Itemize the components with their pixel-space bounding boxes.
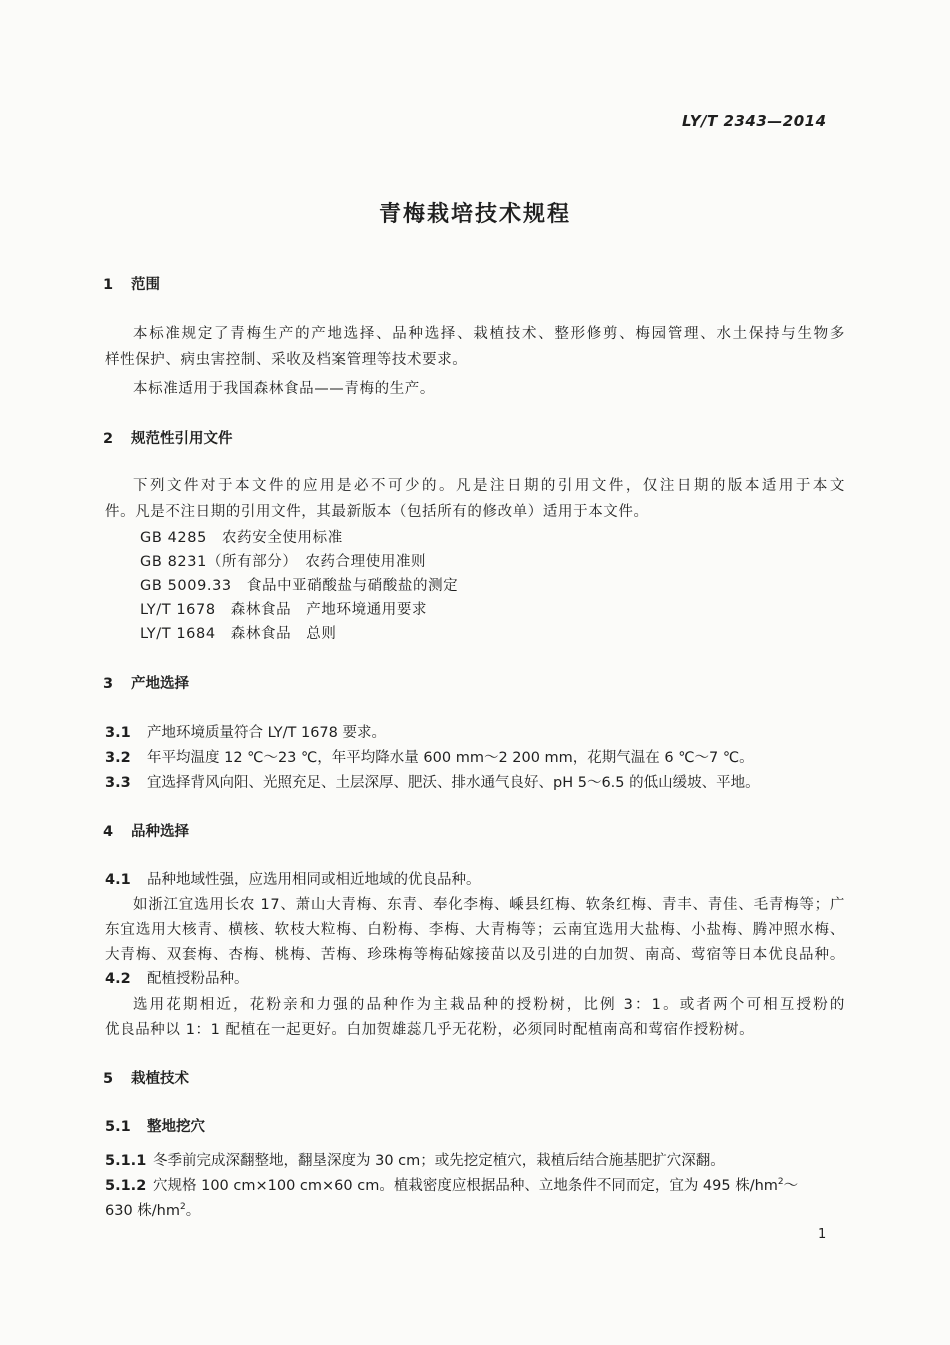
- section-3-heading: 3 产地选择: [103, 676, 189, 692]
- standard-code: LY/T 2343—2014: [682, 112, 827, 130]
- clause-5-1-2-continued: 630 株$/hm^2$。: [105, 1202, 201, 1219]
- clause-4-1: 4.1 品种地域性强，应选用相同或相近地域的优良品种。: [105, 872, 481, 888]
- clause-5-1-2: 5.1.2 穴规格 100 cm×100 cm×60 cm。植栽密度应根据品种、立地条件不同而定，宜为 495 株$/hm^2\sim$: [105, 1177, 799, 1194]
- section-2-para-line-2: 件。凡是不注日期的引用文件，其最新版本（包括所有的修改单）适用于本文件。: [105, 504, 649, 520]
- clause-4-2: 4.2 配植授粉品种。: [105, 971, 249, 987]
- clause-4-1-para-line-2: 东宜选用大核青、横核、软枝大粒梅、白粉梅、李梅、大青梅等；云南宜选用大盐梅、小盐梅、腾冲照水梅、: [105, 922, 845, 938]
- section-1-para-1-line-1: 本标准规定了青梅生产的产地选择、品种选择、栽植技术、整形修剪、梅园管理、水土保持与生物多: [133, 326, 845, 342]
- reference-item: LY/T 1684 森林食品 总则: [140, 626, 337, 642]
- section-2-para-line-1: 下列文件对于本文件的应用是必不可少的。凡是注日期的引用文件，仅注日期的版本适用于本文: [133, 478, 845, 494]
- clause-5-1-1: 5.1.1 冬季前完成深翻整地，翻垦深度为 30 cm；或先挖定植穴，栽植后结合施基肥扩穴深翻。: [105, 1153, 725, 1169]
- reference-item: GB 4285 农药安全使用标准: [140, 530, 343, 546]
- reference-item: GB 5009.33 食品中亚硝酸盐与硝酸盐的测定: [140, 578, 459, 594]
- clause-4-1-para-line-3: 大青梅、双套梅、杏梅、桃梅、苦梅、珍珠梅等梅砧嫁接苗以及引进的白加贺、南高、莺宿等日本优良品种。: [105, 947, 845, 963]
- section-4-heading: 4 品种选择: [103, 824, 189, 840]
- reference-item: GB 8231（所有部分） 农药合理使用准则: [140, 554, 427, 570]
- section-5-heading: 5 栽植技术: [103, 1071, 189, 1087]
- reference-item: LY/T 1678 森林食品 产地环境通用要求: [140, 602, 428, 618]
- page-number: 1: [818, 1227, 827, 1242]
- clause-3-2: 3.2 年平均温度 12 ℃～23 ℃，年平均降水量 600 mm～2 200 mm，花期气温在 6 ℃～7 ℃。: [105, 750, 754, 766]
- clause-4-2-para-line-2: 优良品种以 1：1 配植在一起更好。白加贺雄蕊几乎无花粉，必须同时配植南高和莺宿作授粉树。: [105, 1022, 755, 1038]
- clause-5-1-heading: 5.1 整地挖穴: [105, 1119, 205, 1135]
- document-title: 青梅栽培技术规程: [378, 202, 571, 227]
- clause-4-2-para-line-1: 选用花期相近，花粉亲和力强的品种作为主栽品种的授粉树，比例 3：1。或者两个可相互授粉的: [133, 997, 845, 1013]
- section-1-para-2: 本标准适用于我国森林食品——青梅的生产。: [133, 381, 435, 397]
- section-2-heading: 2 规范性引用文件: [103, 431, 233, 447]
- clause-4-1-para-line-1: 如浙江宜选用长农 17、萧山大青梅、东青、奉化李梅、嵊县红梅、软条红梅、青丰、青佳、毛青梅等；广: [133, 897, 845, 913]
- clause-3-3: 3.3 宜选择背风向阳、光照充足、土层深厚、肥沃、排水通气良好、pH 5～6.5 的低山缓坡、平地。: [105, 775, 760, 791]
- section-1-heading: 1 范围: [103, 277, 160, 293]
- clause-3-1: 3.1 产地环境质量符合 LY/T 1678 要求。: [105, 725, 386, 741]
- section-1-para-1-line-2: 样性保护、病虫害控制、采收及档案管理等技术要求。: [105, 352, 468, 368]
